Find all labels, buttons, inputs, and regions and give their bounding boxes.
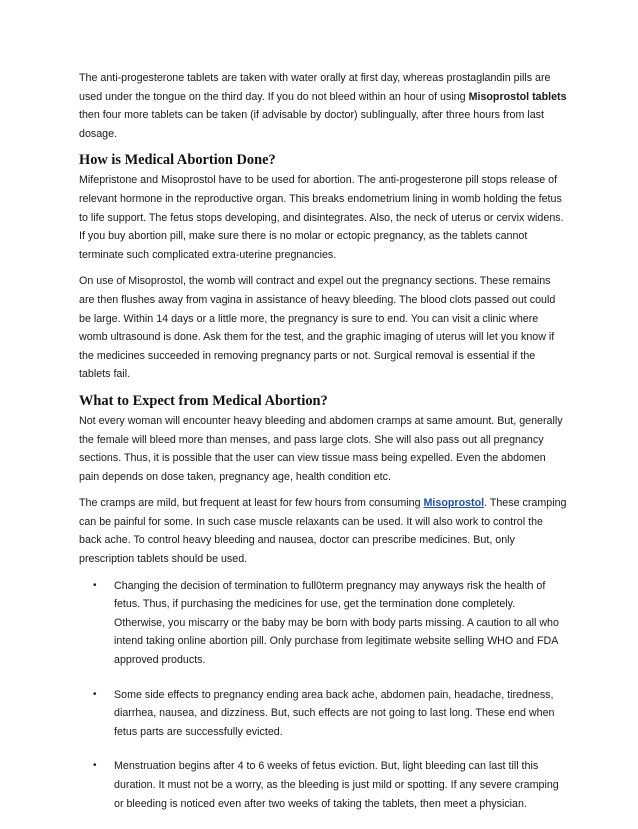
list-item-text: Menstruation begins after 4 to 6 weeks of fetus eviction. But, light bleeding can last till this duration. It must not be a worry, as the bleeding is just mild or spotting. If any severe cramping or bleeding is noticed even after two weeks of taking the tablets, then meet a physician. [114, 760, 559, 810]
list-item [79, 686, 567, 742]
document-page [79, 69, 567, 829]
intro-text-continued: then four more tablets can be taken (if advisable by doctor) sublingually, after three hours from last dosage. [79, 109, 544, 140]
paragraph-cramps [79, 494, 567, 568]
list-item-text: Changing the decision of termination to full0term pregnancy may anyways risk the health of fetus. Thus, if purchasing the medicines for use, get the termination done completely. Otherwise, you miscarry or the baby may be born with body parts missing. A caution to all who intend taking online abortion pill. Only purchase from legitimate website selling WHO and FDA approved products. [114, 579, 559, 667]
intro-paragraph [79, 69, 567, 143]
bullet-icon: • [93, 688, 97, 700]
heading-how-is-medical-abortion-done: How is Medical Abortion Done? [79, 152, 276, 169]
heading-what-to-expect: What to Expect from Medical Abortion? [79, 392, 328, 409]
bullet-icon: • [93, 760, 97, 772]
intro-text: The anti-progesterone tablets are taken with water orally at first day, whereas prostaglandin pills are used under the tongue on the third day. If you do not bleed within an hour of using [79, 72, 551, 103]
misoprostol-link[interactable]: Misoprostol [423, 497, 485, 510]
list-item [79, 757, 567, 813]
paragraph-misoprostol-use: On use of Misoprostol, the womb will contract and expel out the pregnancy sections. These remains are then flushes away from vagina in assistance of heavy bleeding. The blood clots passed out could be large. Within 14 days or a little more, the pregnancy is sure to end. You can visit a clinic where womb ultrasound is done. Ask them for the test, and the graphic imaging of uterus will let you know if the medicines succeeded in removing pregnancy parts or not. Surgical removal is essential if the tablets fail. [79, 275, 556, 381]
cramps-text-continued: . These cramping can be painful for some. In such case muscle relaxants can be used. It will also work to control the back ache. To control heavy bleeding and nausea, doctor can prescribe medicines. But, only prescription tablets should be used. [79, 497, 567, 566]
paragraph-bleeding: Not every woman will encounter heavy bleeding and abdomen cramps at same amount. But, generally the female will bleed more than menses, and pass large clots. She will also pass out all pregnancy sections. Thus, it is possible that the user can view tissue mass being expelled. Even the abdomen pain depends on dose taken, pregnancy age, health condition etc. [79, 414, 563, 483]
bullet-icon: • [93, 579, 97, 591]
cramps-text: The cramps are mild, but frequent at least for few hours from consuming [79, 497, 424, 510]
list-item-text: Some side effects to pregnancy ending area back ache, abdomen pain, headache, tiredness, diarrhea, nausea, and dizziness. But, such effects are not going to last long. These end when fetus parts are successfully evicted. [114, 688, 555, 738]
paragraph-mifepristone: Mifepristone and Misoprostol have to be used for abortion. The anti-progesterone pill stops release of relevant hormone in the reproductive organ. This breaks endometrium lining in womb holding the fetus to life support. The fetus stops developing, and disintegrates. Also, the neck of uterus or cervix widens. If you buy abortion pill, make sure there is no molar or ectopic pregnancy, as the tablets cannot terminate such complicated extra-uterine pregnancies. [79, 174, 564, 261]
misoprostol-tablets-bold: Misoprostol tablets [468, 90, 567, 103]
list-item [79, 577, 567, 670]
bullet-list [79, 577, 567, 814]
